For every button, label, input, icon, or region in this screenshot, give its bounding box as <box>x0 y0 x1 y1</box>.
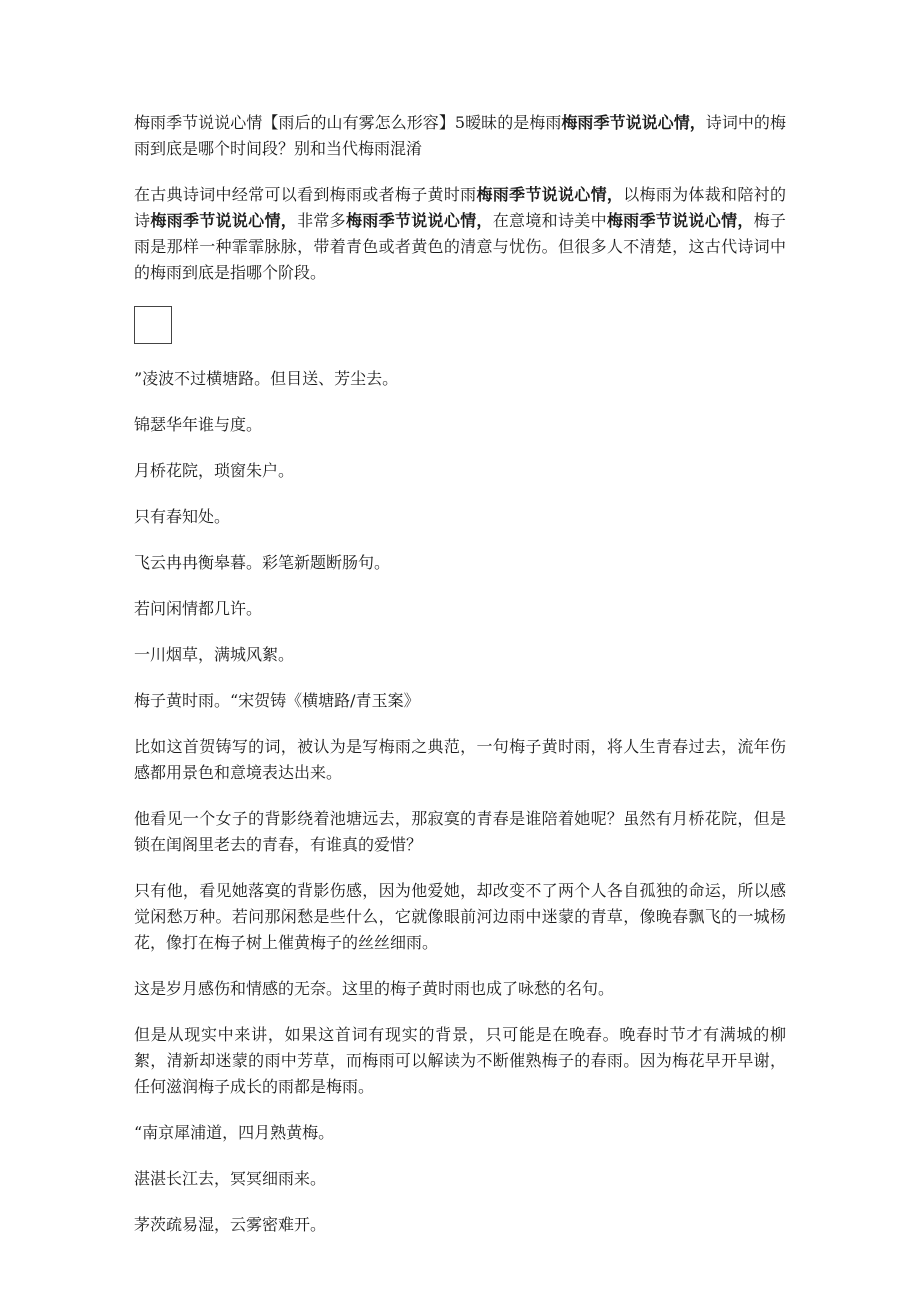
intro-text-5: 梅子雨是那样一种霏霏脉脉，带着青色或者黄色的清意与忧伤。但很多人不清楚，这古代诗词中的梅雨到底是指哪个阶段。 <box>134 211 786 282</box>
intro-bold-3: 梅雨季节说说心情， <box>345 211 493 230</box>
body-paragraph: 湛湛长江去，冥冥细雨来。 <box>134 1169 327 1188</box>
intro-bold-2: 梅雨季节说说心情， <box>150 211 298 230</box>
body-paragraph: “南京犀浦道，四月熟黄梅。 <box>134 1123 335 1142</box>
intro-text-1: 在古典诗词中经常可以看到梅雨或者梅子黄时雨 <box>134 185 477 204</box>
body-paragraph: 只有他，看见她落寞的背影伤感，因为他爱她，却改变不了两个人各自孤独的命运，所以感觉闲愁万种。若问那闲愁是些什么，它就像眼前河边雨中迷蒙的青草，像晚春飘飞的一城杨花，像打在梅子树上催黄梅子的丝丝细雨。 <box>134 881 786 952</box>
intro-text-3: 非常多 <box>297 211 346 230</box>
document-title <box>134 110 786 162</box>
title-text-2: 诗词中的梅雨到底是哪个时间段？别和当代梅雨混淆 <box>134 113 786 158</box>
title-text-1: 梅雨季节说说心情【雨后的山有雾怎么形容】5暧昧的是梅雨 <box>134 113 562 132</box>
body-paragraph: 锦瑟华年谁与度。 <box>134 415 263 434</box>
title-bold-1: 梅雨季节说说心情， <box>561 113 706 132</box>
intro-text-2: 以梅雨为体裁和陪衬的诗 <box>134 185 786 230</box>
body-paragraph: 飞云冉冉衡皋暮。彩笔新题断肠句。 <box>134 553 391 572</box>
body-paragraph: 只有春知处。 <box>134 507 231 526</box>
intro-bold-1: 梅雨季节说说心情， <box>476 185 624 204</box>
body-paragraph: 月桥花院，琐窗朱户。 <box>134 461 295 480</box>
intro-paragraph <box>134 182 786 286</box>
image-placeholder <box>134 306 172 344</box>
body-paragraph: 若问闲情都几许。 <box>134 599 263 618</box>
body-paragraph: ”凌波不过横塘路。但目送、芳尘去。 <box>134 369 399 388</box>
body-paragraph: 一川烟草，满城风絮。 <box>134 645 295 664</box>
body-paragraph: 比如这首贺铸写的词，被认为是写梅雨之典范，一句梅子黄时雨，将人生青春过去，流年伤感都用景色和意境表达出来。 <box>134 737 786 782</box>
intro-text-4: 在意境和诗美中 <box>492 211 607 230</box>
body-paragraph: 但是从现实中来讲，如果这首词有现实的背景，只可能是在晚春。晚春时节才有满城的柳絮，清新却迷蒙的雨中芳草，而梅雨可以解读为不断催熟梅子的春雨。因为梅花早开早谢，任何滋润梅子成长的雨都是梅雨。 <box>134 1025 786 1096</box>
body-paragraph: 他看见一个女子的背影绕着池塘远去，那寂寞的青春是谁陪着她呢？虽然有月桥花院，但是锁在闺阁里老去的青春，有谁真的爱惜？ <box>134 809 786 854</box>
body-paragraph: 茅茨疏易湿，云雾密难开。 <box>134 1215 327 1234</box>
document-page <box>134 110 786 1258</box>
intro-bold-4: 梅雨季节说说心情， <box>606 211 754 230</box>
body-paragraph: 梅子黄时雨。“宋贺铸《横塘路/青玉案》 <box>134 691 420 710</box>
body-paragraph: 这是岁月感伤和情感的无奈。这里的梅子黄时雨也成了咏愁的名句。 <box>134 979 615 998</box>
